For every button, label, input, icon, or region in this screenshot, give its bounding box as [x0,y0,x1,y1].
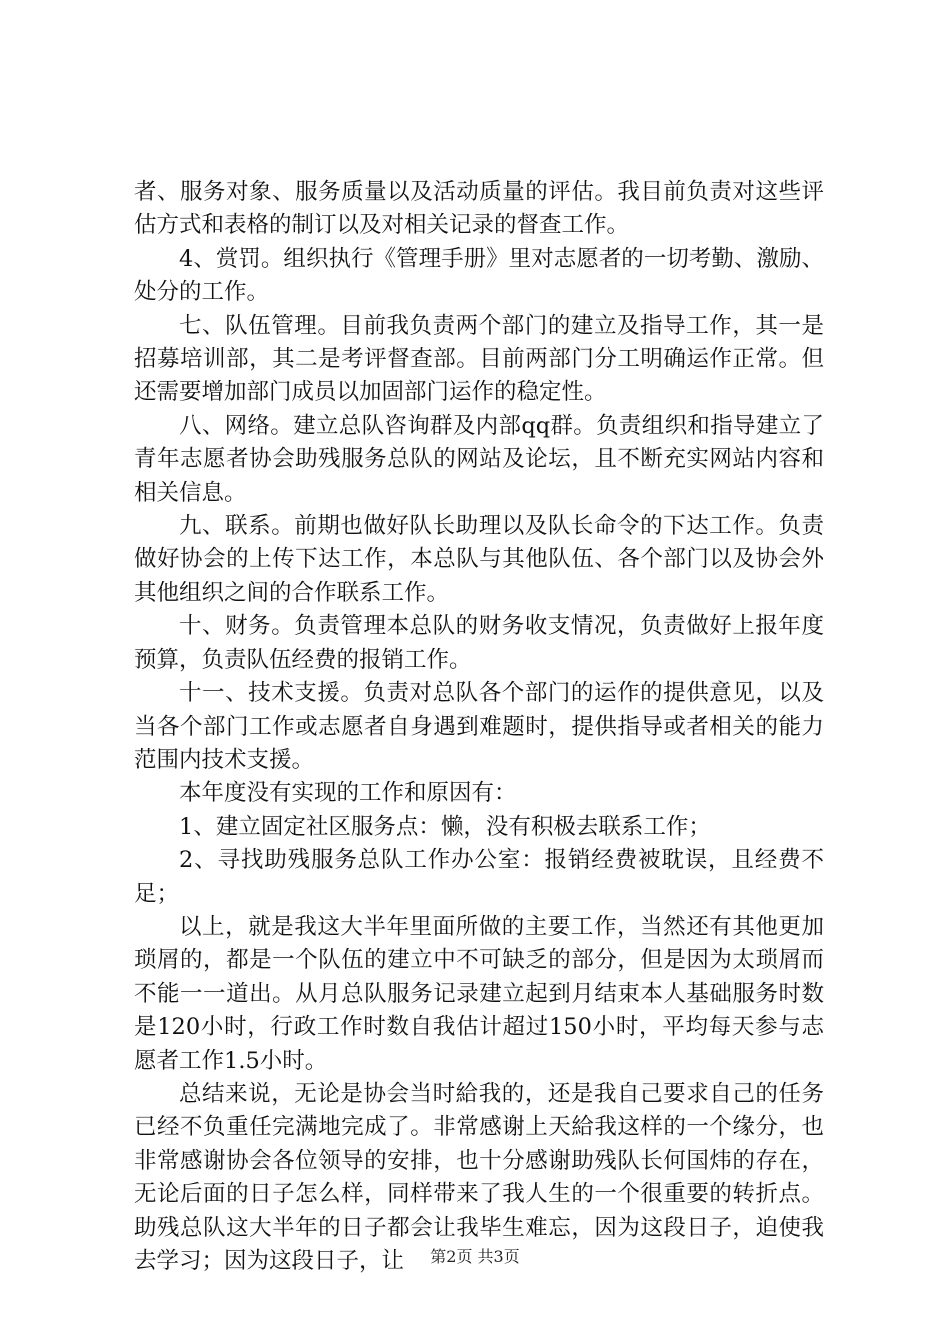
paragraph-conclusion: 总结来说，无论是协会当时給我的，还是我自己要求自己的任务已经不负重任完满地完成了。非常感谢上天給我这样的一个缘分，也非常感谢协会各位领导的安排，也十分感谢助残队长何国炜的存在，无论后面的日子怎么样，同样带来了我人生的一个很重要的转折点。助残总队这大半年的日子都会让我毕生难忘，因为这段日子，迫使我去学习；因为这段日子，让 [134,1080,824,1274]
document-body [134,176,824,1278]
paragraph-unfinished-item-1: 1、建立固定社区服务点：懒，没有积极去联系工作； [179,813,711,840]
paragraph-network: 八、网络。建立总队咨询群及内部qq群。负责组织和指导建立了青年志愿者协会助残服务总队的网站及论坛，且不断充实网站内容和相关信息。 [134,412,824,506]
paragraph-summary-hours: 以上，就是我这大半年里面所做的主要工作，当然还有其他更加琐屑的，都是一个队伍的建立中不可缺乏的部分，但是因为太琐屑而不能一一道出。从月总队服务记录建立起到月结束本人基础服务时数是120小时，行政工作时数自我估计超过150小时，平均每天参与志愿者工作1.5小时。 [134,913,824,1074]
paragraph-finance: 十、财务。负责管理本总队的财务收支情况，负责做好上报年度预算，负责队伍经费的报销工作。 [134,613,824,673]
paragraph-team-management: 七、队伍管理。目前我负责两个部门的建立及指导工作，其一是招募培训部，其二是考评督查部。目前两部门分工明确运作正常。但还需要增加部门成员以加固部门运作的稳定性。 [134,312,824,406]
paragraph-evaluation-continued: 者、服务对象、服务质量以及活动质量的评估。我目前负责对这些评估方式和表格的制订以及对相关记录的督查工作。 [134,179,824,239]
page-number-footer: 第2页 共3页 [430,1247,520,1266]
paragraph-liaison: 九、联系。前期也做好队长助理以及队长命令的下达工作。负责做好协会的上传下达工作，本总队与其他队伍、各个部门以及协会外其他组织之间的合作联系工作。 [134,513,824,606]
paragraph-unfinished-heading: 本年度没有实现的工作和原因有： [179,780,517,807]
paragraph-unfinished-item-2: 2、寻找助残服务总队工作办公室：报销经费被耽误，且经费不足； [134,847,824,907]
paragraph-technical-support: 十一、技术支援。负责对总队各个部门的运作的提供意见，以及当各个部门工作或志愿者自身遇到难题时，提供指导或者相关的能力范围内技术支援。 [134,680,824,773]
paragraph-rewards: 4、赏罚。组织执行《管理手册》里对志愿者的一切考勤、激励、处分的工作。 [134,245,824,306]
